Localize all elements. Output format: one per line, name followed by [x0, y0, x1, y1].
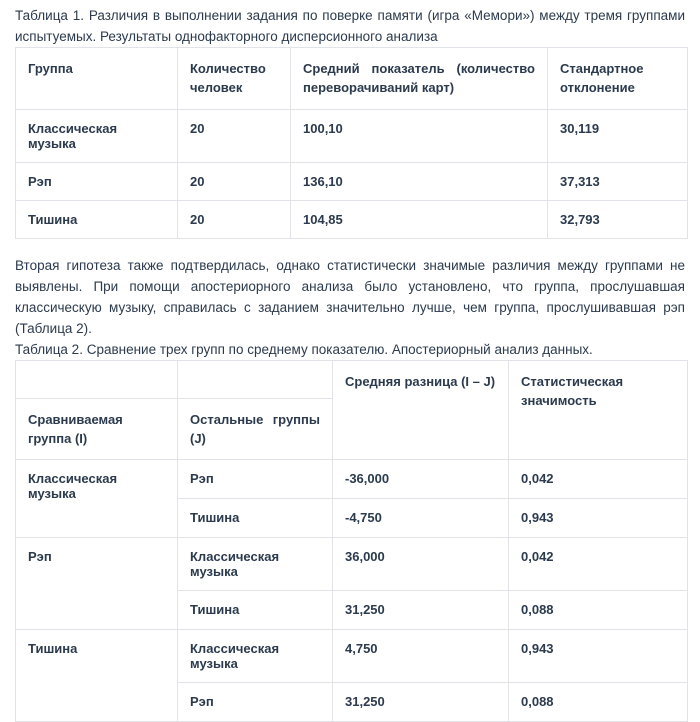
table-1-cell-sd: 30,119: [548, 110, 688, 163]
table-2-cell-significance: 0,042: [509, 538, 688, 591]
table-2-cell-mean-diff: 31,250: [333, 591, 509, 630]
table-2-cell-significance: 0,943: [509, 630, 688, 683]
table-2-cell-other-group: Тишина: [178, 499, 333, 538]
table-row: [16, 630, 688, 683]
table-2-cell-significance: 0,943: [509, 499, 688, 538]
table-2-header-other-groups: Остальные группы (J): [178, 399, 333, 460]
table-2-posthoc-analysis: [15, 360, 688, 722]
table-1-header-count: Количество человек: [178, 48, 291, 110]
table-row: [16, 110, 688, 163]
table-row: [16, 163, 688, 201]
table-1-cell-mean: 136,10: [291, 163, 548, 201]
table-2-cell-significance: 0,042: [509, 460, 688, 499]
body-paragraph: Вторая гипотеза также подтвердилась, однако статистически значимые различия между группами не выявлены. При помощи апостериорного анализа было установлено, что группа, прослушавшая классическую музыку, справилась с заданием значительно лучше, чем группа, прослушивавшая рэп (Таблица 2).: [15, 258, 685, 336]
table-row: [16, 201, 688, 239]
table-1-cell-group: Классическая музыка: [16, 110, 178, 163]
table-1-cell-group: Рэп: [16, 163, 178, 201]
table-2-cell-mean-diff: 31,250: [333, 683, 509, 722]
table-1-cell-sd: 37,313: [548, 163, 688, 201]
table-2-header-mean-diff: Средняя разница (I – J): [333, 361, 509, 460]
table-2-group-cell: Рэп: [16, 538, 178, 630]
table-1-cell-count: 20: [178, 163, 291, 201]
table-2-cell-other-group: Классическая музыка: [178, 538, 333, 591]
table-2-cell-other-group: Рэп: [178, 460, 333, 499]
table-2-header-empty-2: [178, 361, 333, 399]
table-2-group-cell: Классическая музыка: [16, 460, 178, 538]
table-1-cell-count: 20: [178, 201, 291, 239]
table-1-anova-results: [15, 47, 688, 239]
table-2-cell-other-group: Классическая музыка: [178, 630, 333, 683]
table-1-caption: Таблица 1. Различия в выполнении задания по поверке памяти (игра «Мемори») между тремя группами испытуемых. Результаты однофакторного дисперсионного анализа: [15, 8, 685, 44]
table-1-cell-sd: 32,793: [548, 201, 688, 239]
table-2-cell-other-group: Тишина: [178, 591, 333, 630]
table-2-group-cell: Тишина: [16, 630, 178, 722]
table-2-header-empty-1: [16, 361, 178, 399]
table-2-caption: Таблица 2. Сравнение трех групп по среднему показателю. Апостериорный анализ данных.: [15, 342, 593, 357]
table-2-cell-significance: 0,088: [509, 683, 688, 722]
table-1-cell-group: Тишина: [16, 201, 178, 239]
table-row: [16, 460, 688, 499]
table-1-cell-mean: 104,85: [291, 201, 548, 239]
table-2-cell-significance: 0,088: [509, 591, 688, 630]
table-1-header-row: [16, 48, 688, 110]
table-2-cell-mean-diff: -36,000: [333, 460, 509, 499]
table-2-header-row-1: [16, 361, 688, 399]
table-1-header-mean: Средний показатель (количество переворачиваний карт): [291, 48, 548, 110]
table-2-header-significance: Статистическая значимость: [509, 361, 688, 460]
table-2-cell-other-group: Рэп: [178, 683, 333, 722]
table-1-cell-count: 20: [178, 110, 291, 163]
table-1-header-group: Группа: [16, 48, 178, 110]
table-row: [16, 538, 688, 591]
table-1-header-sd: Стандартное отклонение: [548, 48, 688, 110]
table-2-cell-mean-diff: -4,750: [333, 499, 509, 538]
table-1-cell-mean: 100,10: [291, 110, 548, 163]
table-2-header-compared-group: Сравниваемая группа (I): [16, 399, 178, 460]
table-2-cell-mean-diff: 36,000: [333, 538, 509, 591]
table-2-cell-mean-diff: 4,750: [333, 630, 509, 683]
